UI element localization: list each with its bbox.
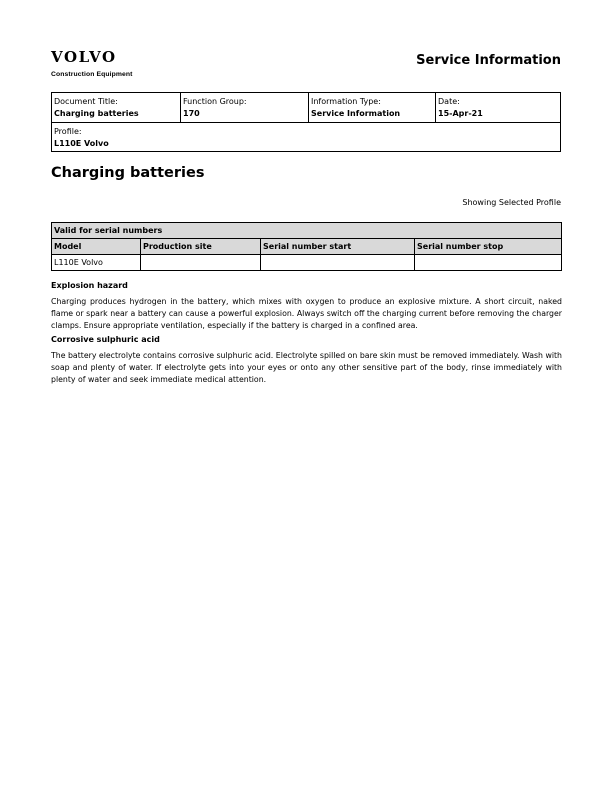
table-cell-serial-stop	[415, 255, 562, 271]
function-group-label: Function Group:	[183, 97, 247, 106]
table-cell-production-site	[141, 255, 261, 271]
profile-value: L110E Volvo	[54, 139, 109, 148]
document-title-value: Charging batteries	[54, 109, 139, 118]
explosion-hazard-section	[51, 280, 562, 332]
table-row	[52, 255, 562, 271]
page-title: Charging batteries	[51, 165, 205, 181]
logo-division: Construction Equipment	[51, 71, 133, 78]
header-title: Service Information	[416, 53, 561, 68]
function-group-cell	[180, 93, 308, 122]
date-label: Date:	[438, 97, 460, 106]
profile-note: Showing Selected Profile	[462, 198, 561, 207]
date-cell	[435, 93, 560, 122]
table-header-row	[52, 239, 562, 255]
function-group-value: 170	[183, 109, 200, 118]
document-title-cell	[52, 93, 180, 122]
serial-number-table	[51, 222, 562, 271]
information-type-label: Information Type:	[311, 97, 381, 106]
section-heading: Corrosive sulphuric acid	[51, 335, 160, 344]
section-heading: Explosion hazard	[51, 281, 128, 290]
profile-label: Profile:	[54, 127, 82, 136]
document-title-label: Document Title:	[54, 97, 118, 106]
column-header-model: Model	[52, 239, 141, 255]
corrosive-acid-section	[51, 334, 562, 386]
section-text: Charging produces hydrogen in the battery, which mixes with oxygen to produce an explosive mixture. A short circuit, naked flame or spark near a battery can cause a powerful explosion. Always switch off the charging current before removing the charger clamps. Ensure appropriate ventilation, especially if the battery is charged in a confined area.	[51, 297, 562, 330]
table-cell-serial-start	[261, 255, 415, 271]
section-text: The battery electrolyte contains corrosive sulphuric acid. Electrolyte spilled on bare skin must be removed immediately. Wash with soap and plenty of water. If electrolyte gets into your eyes or onto any other sensitive part of the body, rinse immediately with plenty of water and seek immediate medical attention.	[51, 351, 562, 384]
profile-cell	[52, 123, 560, 152]
logo-wordmark: VOLVO	[51, 48, 117, 66]
serial-table-caption: Valid for serial numbers	[52, 223, 562, 239]
table-cell-model: L110E Volvo	[52, 255, 141, 271]
column-header-serial-start: Serial number start	[261, 239, 415, 255]
date-value: 15-Apr-21	[438, 109, 483, 118]
column-header-production-site: Production site	[141, 239, 261, 255]
column-header-serial-stop: Serial number stop	[415, 239, 562, 255]
volvo-logo	[51, 50, 133, 78]
document-info-box	[51, 92, 561, 152]
information-type-cell	[308, 93, 435, 122]
information-type-value: Service Information	[311, 109, 401, 118]
